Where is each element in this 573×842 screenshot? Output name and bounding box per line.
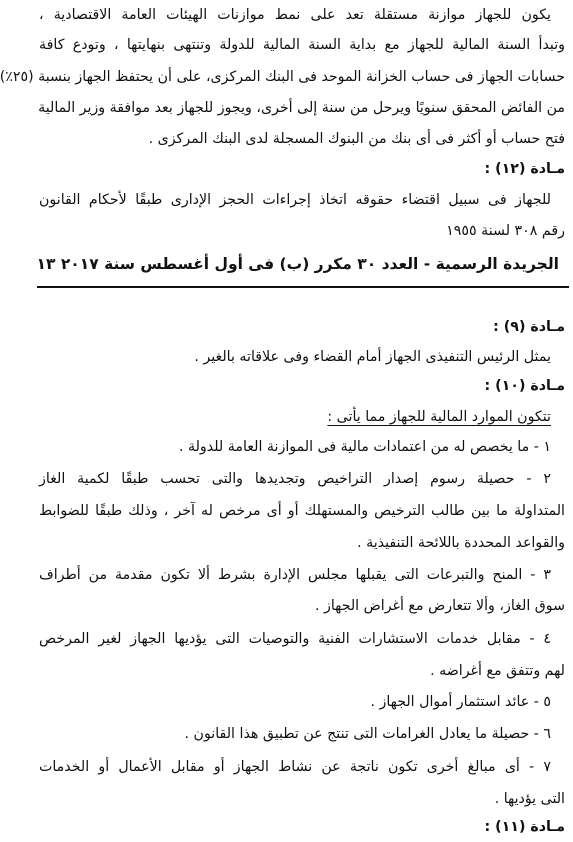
resource-item-line: ٧ - أى مبالغ أخرى تكون ناتجة عن نشاط الجهاز أو مقابل الأعمال أو الخدمات (39, 759, 551, 775)
upper-paragraph-line: فتح حساب أو أكثر فى أى بنك من البنوك المسجلة لدى البنك المركزى . (148, 131, 565, 147)
resource-item-line: ٦ - حصيلة ما يعادل الغرامات التى تنتج عن تطبيق هذا القانون . (184, 726, 551, 742)
article-10-heading: مـادة (١٠) : (484, 378, 565, 394)
article-11-heading: مـادة (١١) : (484, 819, 565, 835)
upper-paragraph-line: حسابات الجهاز فى حساب الخزانة الموحد فى البنك المركزى، على أن يحتفظ الجهاز بنسبة (٢٥٪) (0, 69, 565, 85)
resource-item-line: ٥ - عائد استثمار أموال الجهاز . (370, 694, 551, 710)
article-12-text-line: رقم ٣٠٨ لسنة ١٩٥٥ (446, 223, 565, 239)
resource-item-line: ١ - ما يخصص له من اعتمادات مالية فى الموازنة العامة للدولة . (178, 439, 551, 455)
resource-item-line: التى يؤديها . (494, 791, 565, 807)
upper-paragraph-line: وتبدأ السنة المالية للجهاز مع بداية السنة المالية للدولة وتنتهى بنهايتها ، وتودع كافة (39, 37, 565, 53)
resource-item-line: المتداولة ما بين طالب الترخيص والمستهلك أو أى مرخص له آخر ، وذلك طبقًا للضوابط (39, 503, 565, 519)
article-9-heading: مـادة (٩) : (493, 319, 565, 335)
gazette-footer: الجريدة الرسمية - العدد ٣٠ مكرر (ب) فى أول أغسطس سنة ٢٠١٧ ١٣ (36, 255, 559, 273)
article-10-intro (39, 402, 551, 432)
resource-item-line: ٢ - حصيلة رسوم إصدار التراخيص وتجديدها والتى تحسب طبقًا لكمية الغاز (39, 471, 551, 487)
upper-paragraph-line: يكون للجهاز موازنة مستقلة تعد على نمط موازنات الهيئات العامة الاقتصادية ، (39, 7, 551, 23)
article-12-heading: مـادة (١٢) : (484, 161, 565, 177)
article-9-text: يمثل الرئيس التنفيذى الجهاز أمام القضاء وفى علاقاته بالغير . (194, 349, 551, 365)
resource-item-line: لهم وتتفق مع أغراضه . (430, 663, 565, 679)
resource-item-line: والقواعد المحددة باللائحة التنفيذية . (357, 535, 565, 551)
resource-item-line: سوق الغاز، وألا تتعارض مع أغراض الجهاز . (314, 598, 565, 614)
upper-paragraph-line: من الفائض المحقق سنويًا ويرحل من سنة إلى أخرى، ويجوز للجهاز بعد موافقة وزير المالية (38, 100, 565, 116)
page-divider (37, 286, 569, 288)
resource-item-line: ٤ - مقابل خدمات الاستشارات الفنية والتوصيات التى يؤديها الجهاز لغير المرخص (39, 631, 551, 647)
resource-item-line: ٣ - المنح والتبرعات التى يقبلها مجلس الإدارة بشرط ألا تكون مقدمة من أطراف (39, 567, 551, 583)
article-12-text-line: للجهاز فى سبيل اقتضاء حقوقه اتخاذ إجراءات الحجز الإدارى طبقًا لأحكام القانون (39, 192, 551, 208)
article-10-intro-text: تتكون الموارد المالية للجهاز مما يأتى : (327, 409, 551, 425)
